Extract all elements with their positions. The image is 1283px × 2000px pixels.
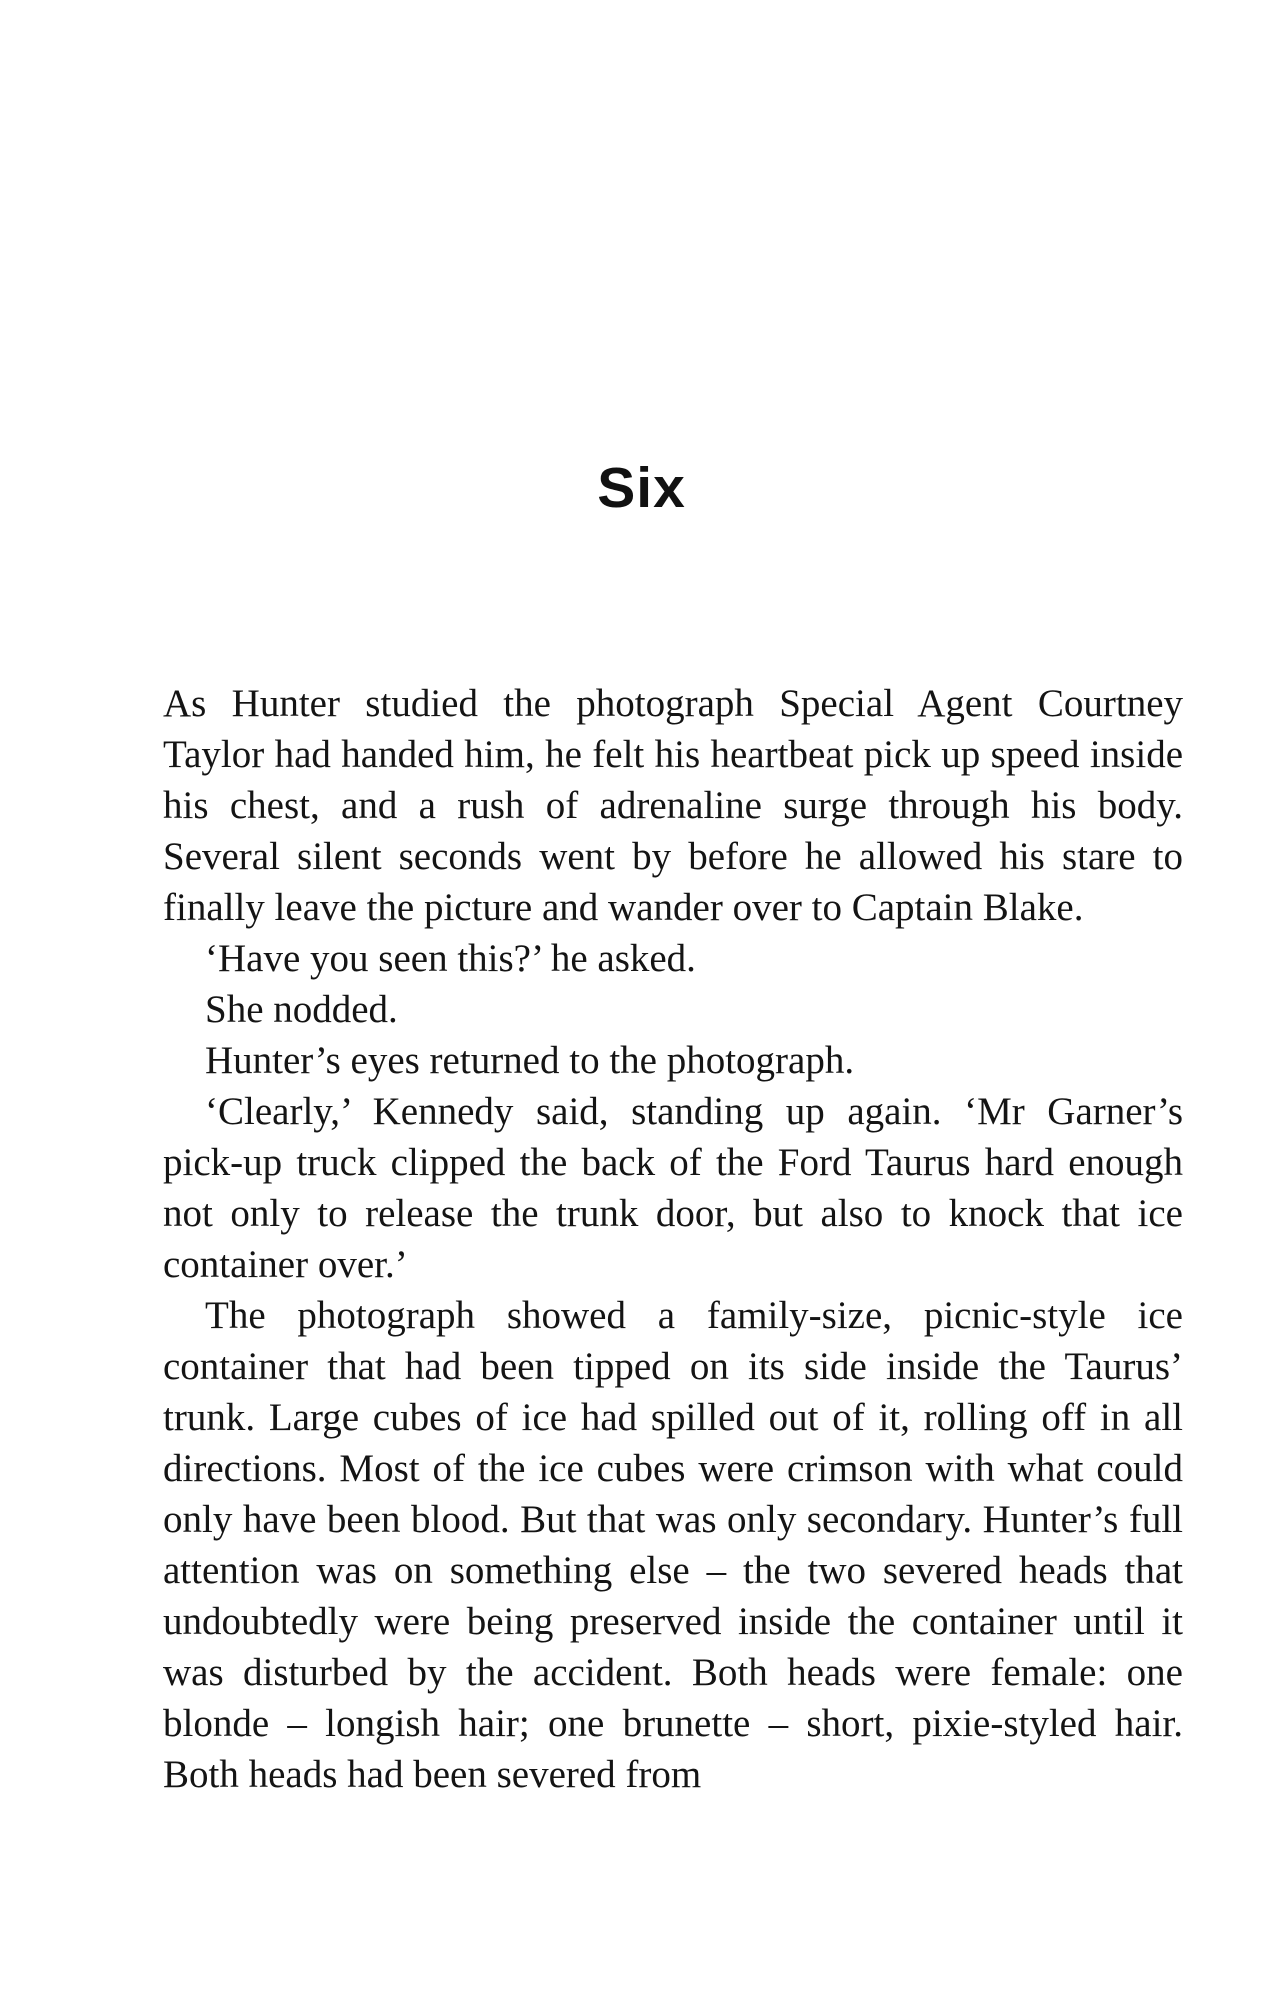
paragraph-5: ‘Clearly,’ Kennedy said, standing up again. ‘Mr Garner’s pick-up truck clipped the back of the Ford Taurus hard enough not only to release the trunk door, but also to knock that ice container over.’: [163, 1090, 1183, 1286]
paragraph-6: The photograph showed a family-size, picnic-style ice container that had been tipped on its side inside the Taurus’ trunk. Large cubes of ice had spilled out of it, rolling off in all directions. Most of the ice cubes were crimson with what could only have been blood. But that was only secondary. Hunter’s full attention was on something else – the two severed heads that undoubtedly were being preserved inside the container until it was disturbed by the accident. Both heads were female: one blonde – longish hair; one brunette – short, pixie-styled hair. Both heads had been severed from: [163, 1294, 1183, 1796]
paragraph-2: ‘Have you seen this?’ he asked.: [205, 937, 696, 980]
chapter-title: Six: [597, 456, 686, 520]
chapter-body: [163, 678, 1183, 1800]
paragraph-4: Hunter’s eyes returned to the photograph.: [205, 1039, 855, 1082]
paragraph-1: As Hunter studied the photograph Special Agent Courtney Taylor had handed him, he felt his heartbeat pick up speed inside his chest, and a rush of adrenaline surge through his body. Several silent seconds went by before he allowed his stare to finally leave the picture and wander over to Captain Blake.: [163, 682, 1183, 929]
paragraph-3: She nodded.: [205, 988, 398, 1031]
